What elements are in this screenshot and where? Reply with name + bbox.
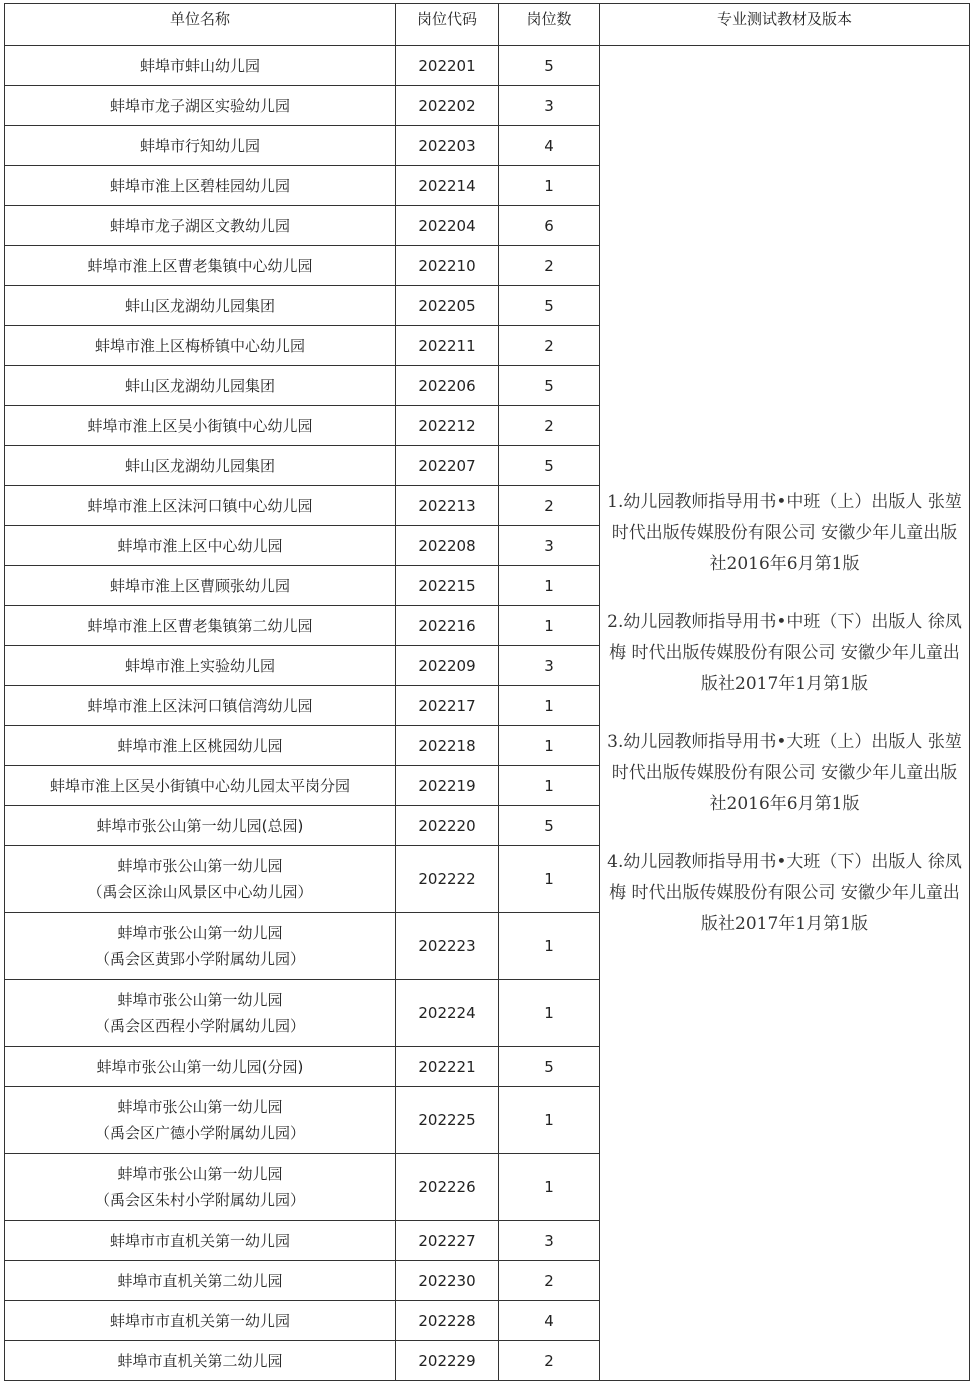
position-code: 202227 [396, 1221, 499, 1261]
position-code: 202216 [396, 606, 499, 646]
position-code: 202206 [396, 366, 499, 406]
table-body [5, 46, 970, 1381]
unit-name-cell [5, 246, 396, 286]
position-count: 2 [499, 1261, 600, 1301]
unit-name-cell [5, 686, 396, 726]
position-code: 202226 [396, 1154, 499, 1221]
unit-name-cell [5, 1341, 396, 1381]
unit-name: 蚌埠市直机关第二幼儿园 [117, 1351, 283, 1370]
position-code: 202224 [396, 980, 499, 1047]
position-count: 1 [499, 980, 600, 1047]
textbook-entry: 2.幼儿园教师指导用书•中班（下）出版人 徐凤梅 时代出版传媒股份有限公司 安徽少年儿童出版社2017年1月第1版 [607, 611, 962, 694]
position-code: 202205 [396, 286, 499, 326]
unit-name: 蚌埠市淮上区吴小街镇中心幼儿园太平岗分园 [49, 776, 350, 795]
unit-name-cell [5, 326, 396, 366]
position-count: 1 [499, 566, 600, 606]
unit-name: 蚌山区龙湖幼儿园集团 [124, 296, 275, 315]
position-count: 3 [499, 1221, 600, 1261]
position-count: 5 [499, 446, 600, 486]
unit-name-cell [5, 86, 396, 126]
position-table [4, 3, 970, 1381]
position-code: 202202 [396, 86, 499, 126]
position-count: 6 [499, 206, 600, 246]
position-count: 3 [499, 646, 600, 686]
unit-name: 蚌埠市淮上区桃园幼儿园 [117, 736, 283, 755]
unit-name-cell [5, 446, 396, 486]
position-count: 1 [499, 1154, 600, 1221]
unit-name-cell [5, 486, 396, 526]
unit-name-cell [5, 166, 396, 206]
position-count: 1 [499, 913, 600, 980]
unit-name: 蚌埠市张公山第一幼儿园 [117, 1165, 283, 1183]
position-code: 202228 [396, 1301, 499, 1341]
unit-name: 蚌埠市淮上区沫河口镇中心幼儿园 [87, 496, 313, 515]
unit-name: 蚌埠市淮上区曹顾张幼儿园 [109, 576, 290, 595]
position-count: 1 [499, 1087, 600, 1154]
position-code: 202211 [396, 326, 499, 366]
header-position-count: 岗位数 [499, 4, 600, 46]
unit-name: 蚌埠市淮上区吴小街镇中心幼儿园 [87, 416, 313, 435]
unit-subname: （禹会区西程小学附属幼儿园） [94, 1017, 305, 1035]
header-row [5, 4, 970, 46]
unit-name: 蚌埠市张公山第一幼儿园 [117, 857, 283, 875]
position-count: 3 [499, 86, 600, 126]
unit-name: 蚌山区龙湖幼儿园集团 [124, 376, 275, 395]
position-code: 202203 [396, 126, 499, 166]
table-row [5, 46, 970, 86]
textbook-entry: 3.幼儿园教师指导用书•大班（上）出版人 张堃 时代出版传媒股份有限公司 安徽少年儿童出版社2016年6月第1版 [607, 731, 962, 814]
position-count: 1 [499, 166, 600, 206]
position-count: 1 [499, 846, 600, 913]
position-count: 1 [499, 606, 600, 646]
position-code: 202229 [396, 1341, 499, 1381]
position-code: 202213 [396, 486, 499, 526]
unit-name-cell [5, 1261, 396, 1301]
position-code: 202217 [396, 686, 499, 726]
position-count: 1 [499, 686, 600, 726]
unit-name: 蚌埠市淮上区沫河口镇信湾幼儿园 [87, 696, 313, 715]
unit-name: 蚌埠市张公山第一幼儿园(总园) [96, 816, 304, 835]
unit-subname: （禹会区广德小学附属幼儿园） [94, 1124, 305, 1142]
unit-name-cell [5, 1221, 396, 1261]
position-count: 5 [499, 1047, 600, 1087]
unit-name-cell [5, 366, 396, 406]
unit-name: 蚌埠市淮上区中心幼儿园 [117, 536, 283, 555]
position-code: 202204 [396, 206, 499, 246]
textbooks-cell [600, 46, 970, 1381]
position-code: 202225 [396, 1087, 499, 1154]
position-count: 1 [499, 726, 600, 766]
unit-name: 蚌埠市张公山第一幼儿园 [117, 924, 283, 942]
unit-name-cell [5, 846, 396, 913]
position-code: 202214 [396, 166, 499, 206]
unit-name-cell [5, 1087, 396, 1154]
unit-name-cell [5, 606, 396, 646]
position-count: 2 [499, 326, 600, 366]
position-code: 202221 [396, 1047, 499, 1087]
unit-name-cell [5, 766, 396, 806]
position-code: 202218 [396, 726, 499, 766]
unit-name-cell [5, 913, 396, 980]
unit-subname: （禹会区朱村小学附属幼儿园） [94, 1191, 305, 1209]
unit-name: 蚌埠市淮上区梅桥镇中心幼儿园 [94, 336, 305, 355]
header-position-code: 岗位代码 [396, 4, 499, 46]
unit-name: 蚌埠市行知幼儿园 [139, 136, 260, 155]
textbook-entry: 1.幼儿园教师指导用书•中班（上）出版人 张堃 时代出版传媒股份有限公司 安徽少年儿童出版社2016年6月第1版 [607, 491, 962, 574]
unit-name: 蚌埠市市直机关第一幼儿园 [109, 1231, 290, 1250]
position-code: 202223 [396, 913, 499, 980]
position-code: 202220 [396, 806, 499, 846]
unit-name: 蚌埠市张公山第一幼儿园 [117, 1098, 283, 1116]
position-count: 2 [499, 246, 600, 286]
textbook-entry: 4.幼儿园教师指导用书•大班（下）出版人 徐凤梅 时代出版传媒股份有限公司 安徽少年儿童出版社2017年1月第1版 [607, 851, 962, 934]
unit-name: 蚌山区龙湖幼儿园集团 [124, 456, 275, 475]
position-count: 5 [499, 46, 600, 86]
position-code: 202207 [396, 446, 499, 486]
unit-name: 蚌埠市龙子湖区文教幼儿园 [109, 216, 290, 235]
unit-name: 蚌埠市张公山第一幼儿园 [117, 991, 283, 1009]
header-textbooks: 专业测试教材及版本 [600, 4, 970, 46]
position-count: 2 [499, 406, 600, 446]
unit-name: 蚌埠市淮上区碧桂园幼儿园 [109, 176, 290, 195]
position-code: 202210 [396, 246, 499, 286]
position-count: 5 [499, 806, 600, 846]
unit-name-cell [5, 1154, 396, 1221]
position-count: 2 [499, 1341, 600, 1381]
unit-subname: （禹会区涂山风景区中心幼儿园） [87, 883, 313, 901]
unit-name-cell [5, 126, 396, 166]
unit-name-cell [5, 406, 396, 446]
position-count: 1 [499, 766, 600, 806]
unit-name: 蚌埠市淮上实验幼儿园 [124, 656, 275, 675]
unit-name: 蚌埠市淮上区曹老集镇第二幼儿园 [87, 616, 313, 635]
position-code: 202230 [396, 1261, 499, 1301]
unit-name: 蚌埠市蚌山幼儿园 [139, 56, 260, 75]
position-count: 5 [499, 286, 600, 326]
position-code: 202212 [396, 406, 499, 446]
unit-name-cell [5, 206, 396, 246]
unit-name-cell [5, 46, 396, 86]
position-code: 202222 [396, 846, 499, 913]
position-count: 4 [499, 126, 600, 166]
unit-name: 蚌埠市市直机关第一幼儿园 [109, 1311, 290, 1330]
unit-name-cell [5, 806, 396, 846]
position-code: 202215 [396, 566, 499, 606]
unit-name-cell [5, 726, 396, 766]
position-code: 202201 [396, 46, 499, 86]
position-code: 202219 [396, 766, 499, 806]
unit-name: 蚌埠市张公山第一幼儿园(分园) [96, 1057, 304, 1076]
unit-name-cell [5, 1301, 396, 1341]
unit-name-cell [5, 646, 396, 686]
position-count: 5 [499, 366, 600, 406]
unit-name-cell [5, 980, 396, 1047]
unit-name: 蚌埠市直机关第二幼儿园 [117, 1271, 283, 1290]
unit-name-cell [5, 526, 396, 566]
unit-name-cell [5, 286, 396, 326]
unit-name-cell [5, 1047, 396, 1087]
position-code: 202208 [396, 526, 499, 566]
position-count: 3 [499, 526, 600, 566]
unit-name-cell [5, 566, 396, 606]
unit-name: 蚌埠市淮上区曹老集镇中心幼儿园 [87, 256, 313, 275]
unit-name: 蚌埠市龙子湖区实验幼儿园 [109, 96, 290, 115]
position-count: 2 [499, 486, 600, 526]
unit-subname: （禹会区黄郢小学附属幼儿园） [94, 950, 305, 968]
position-code: 202209 [396, 646, 499, 686]
position-count: 4 [499, 1301, 600, 1341]
header-unit-name: 单位名称 [5, 4, 396, 46]
